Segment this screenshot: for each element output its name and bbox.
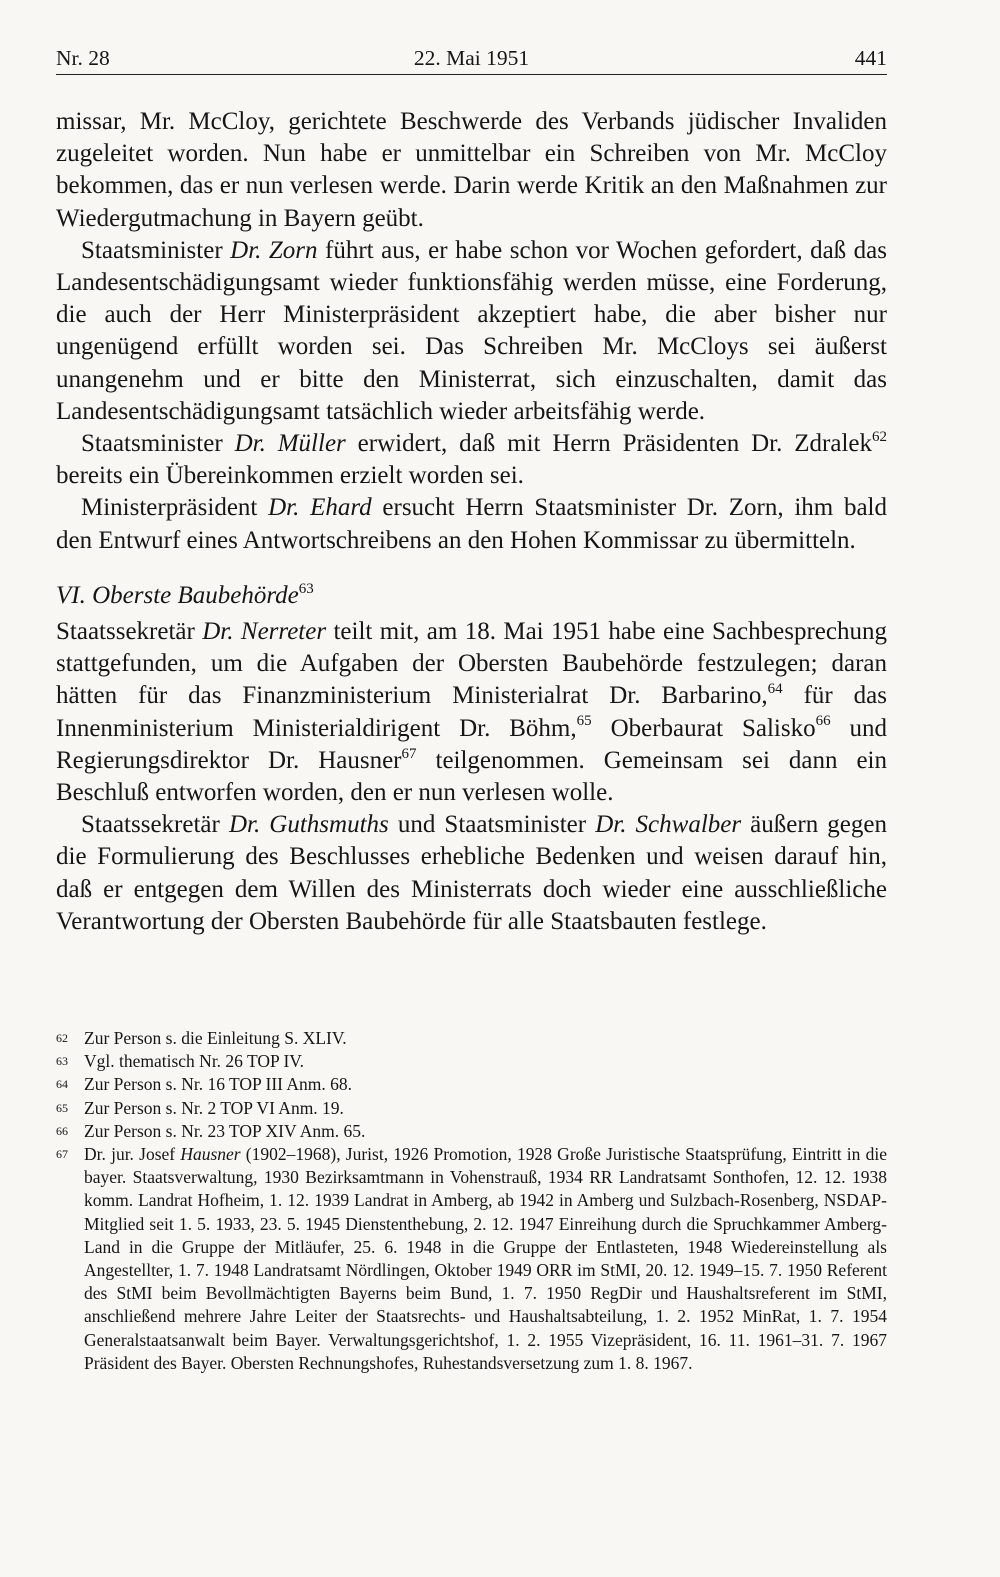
speaker-name: Dr. Zorn — [230, 236, 318, 264]
footnote-number: 66 — [56, 1123, 68, 1138]
person-name: Hausner — [180, 1144, 241, 1165]
paragraph-mueller: Staatsminister Dr. Müller erwidert, daß mit Herrn Präsidenten Dr. Zdralek$^{62}$ bereits ein Übereinkommen erzielt worden sei. — [56, 428, 887, 490]
footnote-number: 62 — [56, 1031, 68, 1045]
footnote-hausner: 67 Dr. jur. Josef Hausner (1902–1968), Jurist, 1926 Promotion, 1928 Große Juristische Staatsprüfung, Eintritt in die bayer. Staatsverwaltung, 1930 Bezirksamtmann in Vohenstrauß, 1934 RR Landratsamt Sonthofen, 12. 12. 1938 komm. Landrat Hofheim, 1. 12. 1939 Landrat in Amberg, ab 1942 in Amberg und Sulzbach-Rosenberg, NSDAP-Mitglied seit 1. 5. 1933, 23. 5. 1945 Dienstenthebung, 2. 12. 1947 Einreihung durch die Spruchkammer Amberg-Land in die Gruppe der Mitläufer, 25. 6. 1948 in die Gruppe der Entlasteten, 1948 Wiedereinstellung als Angestellter, 1. 7. 1948 Landratsamt Nördlingen, Oktober 1949 ORR im StMI, 20. 12. 1949–15. 7. 1950 Referent des StMI beim Bevollmächtigten Bayerns beim Bund, 1. 7. 1950 RegDir und Haushaltsreferent im StMI, anschließend mehrere Jahre Leiter der Staatsrechts- und Haushaltsabteilung, 1. 2. 1952 MinRat, 1. 7. 1954 Generalstaatsanwalt beim Bayer. Verwaltungsgerichtshof, 1. 2. 1955 Vizepräsident, 16. 11. 1961–31. 7. 1967 Präsident des Bayer. Obersten Rechnungshofes, Ruhestandsversetzung zum 1. 8. 1967. — [56, 1144, 887, 1373]
footnote-number: 63 — [56, 1054, 68, 1069]
footnote: 63 Vgl. thematisch Nr. 26 TOP IV. — [56, 1050, 887, 1073]
speaker-name: Dr. Ehard — [268, 494, 372, 522]
paragraph-zorn: Staatsminister Dr. Zorn führt aus, er habe schon vor Wochen gefordert, daß das Landesentschädigungsamt wieder funktionsfähig werden müsse, eine Forderung, die auch der Herr Ministerpräsident akzeptiert habe, die aber bisher nur ungenügend erfüllt worden sei. Das Schreiben Mr. McCloys sei äußerst unangenehm und er bitte den Ministerrat, sich einzuschalten, damit das Landesentschädigungsamt tatsächlich wieder arbeitsfähig werde. — [56, 236, 887, 425]
footnote-number: 67 — [56, 1147, 68, 1162]
footnote-ref: 62 — [872, 428, 887, 445]
footnote: 66 Zur Person s. Nr. 23 TOP XIV Anm. 65. — [56, 1120, 887, 1143]
running-header — [56, 40, 887, 75]
paragraph-ehard: Ministerpräsident Dr. Ehard ersucht Herrn Staatsminister Dr. Zorn, ihm bald den Entwurf eines Antwortschreibens an den Hohen Kommissar zu übermitteln. — [56, 494, 887, 554]
session-date: 22. Mai 1951 — [413, 46, 530, 70]
paragraph-continuation: missar, Mr. McCloy, gerichtete Beschwerde des Verbands jüdischer Invaliden zugeleitet worden. Nun habe er unmittelbar ein Schreiben von Mr. McCloy bekommen, das er nun verlesen werde. Darin werde Kritik an den Maßnahmen zur Wiedergutmachung in Bayern geübt. — [56, 108, 887, 232]
speaker-name: Dr. Müller — [234, 430, 346, 458]
paragraph-guthsmuths: Staatssekretär Dr. Guthsmuths und Staatsminister Dr. Schwalber äußern gegen die Formulierung des Beschlusses erhebliche Bedenken und weisen darauf hin, daß er entgegen dem Willen des Ministerrats doch wieder eine ausschließliche Verantwortung der Obersten Baubehörde für alle Staatsbauten festlege. — [56, 811, 887, 935]
footnote-number: 65 — [56, 1100, 68, 1115]
main-text — [56, 106, 887, 938]
issue-number: Nr. 28 — [56, 46, 110, 70]
speaker-name: Dr. Guthsmuths — [228, 811, 389, 839]
footnote: 65 Zur Person s. Nr. 2 TOP VI Anm. 19. — [56, 1097, 887, 1120]
footnote-number: 64 — [56, 1077, 68, 1092]
footnote: 62 Zur Person s. die Einleitung S. XLIV. — [56, 1027, 887, 1050]
footnotes — [56, 1027, 887, 1375]
footnote-ref: 63 — [298, 580, 314, 597]
footnote: 64 Zur Person s. Nr. 16 TOP III Anm. 68. — [56, 1073, 887, 1096]
footnote-ref: 64 — [767, 681, 783, 698]
footnote-ref: 65 — [576, 713, 592, 730]
page-number: 441 — [854, 46, 887, 70]
footnote-ref: 66 — [815, 713, 831, 730]
speaker-name: Dr. Nerreter — [202, 618, 327, 646]
section-heading: VI. Oberste Baubehörde$^{63}$ — [56, 580, 314, 609]
speaker-name: Dr. Schwalber — [595, 811, 742, 839]
paragraph-nerreter: Staatssekretär Dr. Nerreter teilt mit, am 18. Mai 1951 habe eine Sachbesprechung stattgefunden, um die Aufgaben der Obersten Baubehörde festzulegen; daran hätten für das Finanzministerium Ministerialrat Dr. Barbarino,$^{64}$ für das Innenministerium Ministerialdirigent Dr. Böhm,$^{65}$ Oberbaurat Salisko$^{66}$ und Regierungsdirektor Dr. Hausner$^{67}$ teilgenommen. Gemeinsam sei dann ein Beschluß entworfen worden, den er nun verlesen wolle. — [56, 618, 888, 807]
footnote-ref: 67 — [401, 745, 417, 762]
